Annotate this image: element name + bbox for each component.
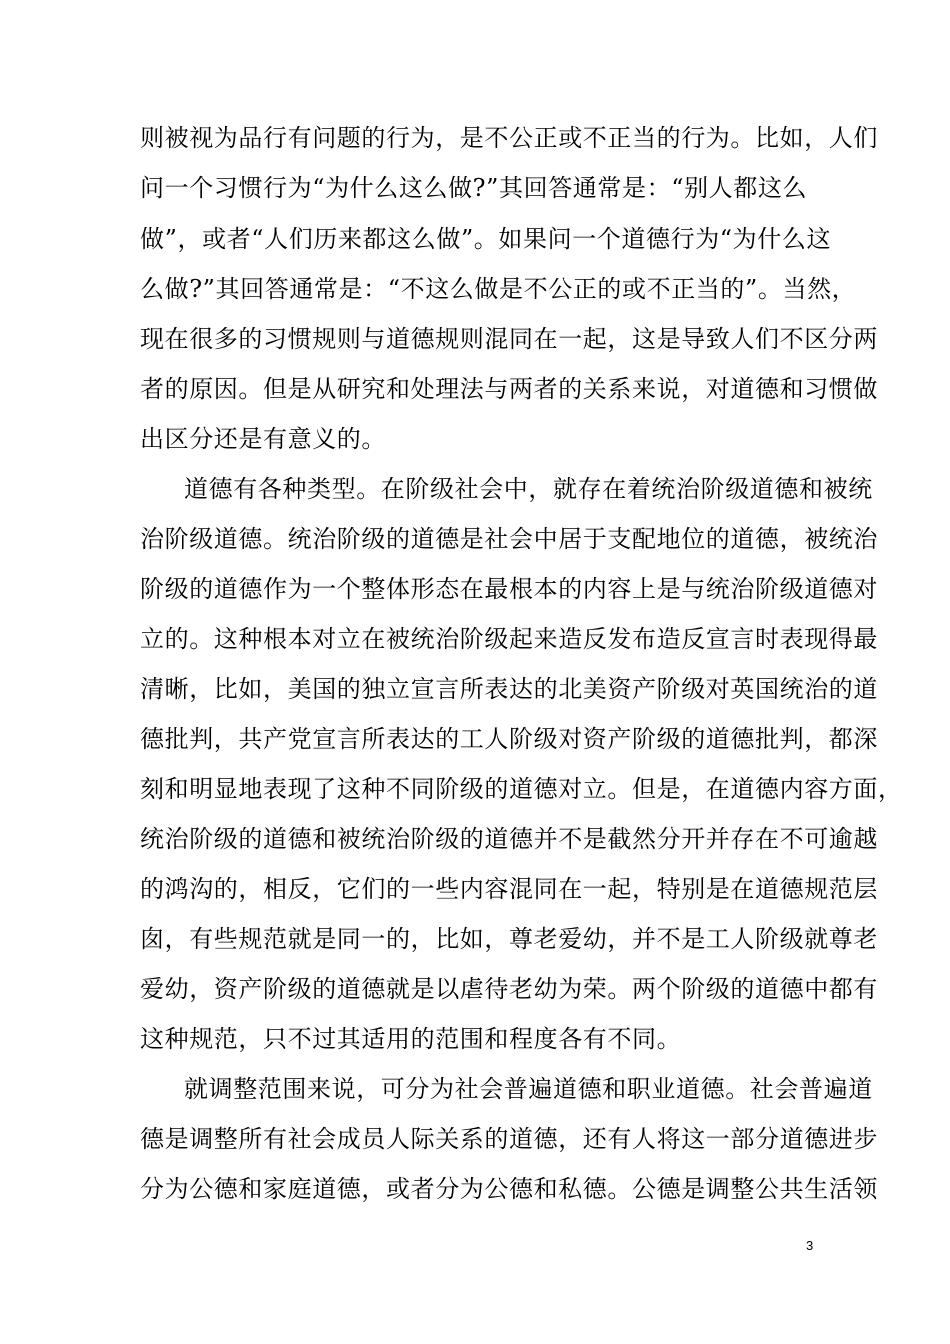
paragraph-2-line-9: 的鸿沟的，相反，它们的一些内容混同在一起，特别是在道德规范层 xyxy=(140,875,878,903)
paragraph-1-line-2: 问一个习惯行为“为什么这么做?”其回答通常是：“别人都这么 xyxy=(140,174,808,202)
paragraph-2-line-1: 道德有各种类型。在阶级社会中，就存在着统治阶级道德和被统 xyxy=(184,475,873,503)
paragraph-2-line-5: 清晰，比如，美国的独立宣言所表达的北美资产阶级对英国统治的道 xyxy=(140,675,878,703)
paragraph-2-line-11: 爱幼，资产阶级的道德就是以虐待老幼为荣。两个阶级的道德中都有 xyxy=(140,975,878,1003)
paragraph-1-line-1: 则被视为品行有问题的行为，是不公正或不正当的行为。比如，人们 xyxy=(140,124,878,152)
paragraph-1-line-5: 现在很多的习惯规则与道德规则混同在一起，这是导致人们不区分两 xyxy=(140,325,878,353)
paragraph-3-line-2: 德是调整所有社会成员人际关系的道德，还有人将这一部分道德进步 xyxy=(140,1125,878,1153)
paragraph-1-line-4: 么做?”其回答通常是：“不这么做是不公正的或不正当的”。当然， xyxy=(140,275,857,303)
paragraph-2-line-3: 阶级的道德作为一个整体形态在最根本的内容上是与统治阶级道德对 xyxy=(140,575,878,603)
page-number: 3 xyxy=(806,1238,814,1253)
paragraph-3-line-1: 就调整范围来说，可分为社会普遍道德和职业道德。社会普遍道 xyxy=(184,1075,873,1103)
paragraph-2-line-12: 这种规范，只不过其适用的范围和程度各有不同。 xyxy=(140,1025,682,1053)
paragraph-2-line-6: 德批判，共产党宣言所表达的工人阶级对资产阶级的道德批判，都深 xyxy=(140,725,878,753)
paragraph-3-line-3: 分为公德和家庭道德，或者分为公德和私德。公德是调整公共生活领 xyxy=(140,1175,878,1203)
paragraph-1-line-7: 出区分还是有意义的。 xyxy=(140,425,386,453)
paragraph-2-line-4: 立的。这种根本对立在被统治阶级起来造反发布造反宣言时表现得最 xyxy=(140,625,878,653)
paragraph-2-line-8: 统治阶级的道德和被统治阶级的道德并不是截然分开并存在不可逾越 xyxy=(140,825,878,853)
paragraph-1-line-3: 做”，或者“人们历来都这么做”。如果问一个道德行为“为什么这 xyxy=(140,225,832,253)
paragraph-2-line-2: 治阶级道德。统治阶级的道德是社会中居于支配地位的道德，被统治 xyxy=(140,525,878,553)
paragraph-1-line-6: 者的原因。但是从研究和处理法与两者的关系来说，对道德和习惯做 xyxy=(140,375,878,403)
paragraph-2-line-7: 刻和明显地表现了这种不同阶级的道德对立。但是，在道德内容方面， xyxy=(140,775,903,803)
paragraph-2-line-10: 囱，有些规范就是同一的，比如，尊老爱幼，并不是工人阶级就尊老 xyxy=(140,925,878,953)
